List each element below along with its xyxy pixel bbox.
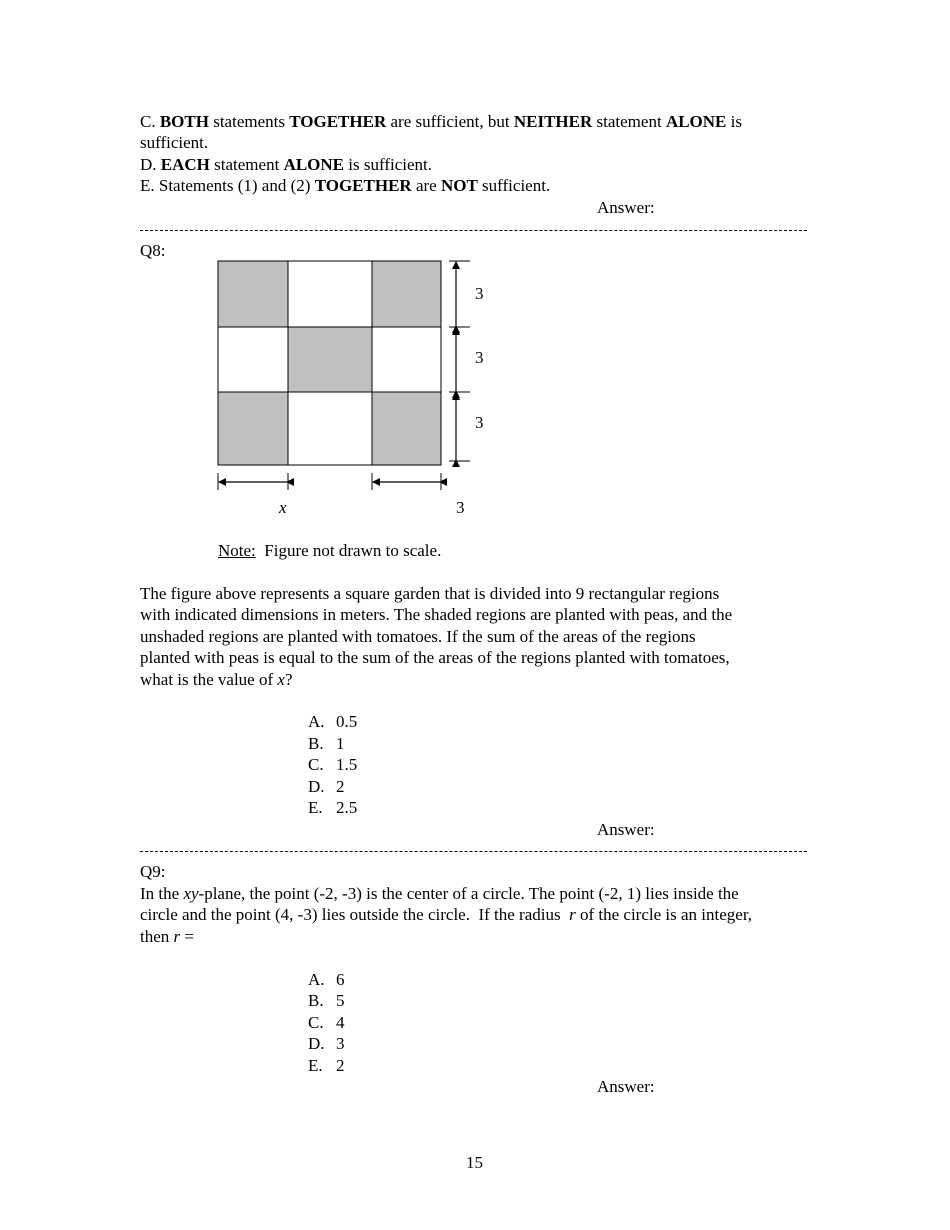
garden-cell-r3c3 xyxy=(372,392,441,465)
option-d: D. EACH statement ALONE is sufficient. xyxy=(140,155,433,174)
q8-number: Q8: xyxy=(140,241,166,260)
garden-cell-r3c2 xyxy=(288,392,372,465)
q8-text-line5: what is the value of x? xyxy=(140,670,293,689)
right-col-width-label: 3 xyxy=(456,498,465,517)
divider xyxy=(140,851,807,852)
row2-label: 3 xyxy=(475,348,484,367)
garden-cell-r3c1 xyxy=(218,392,288,465)
row3-label: 3 xyxy=(475,413,484,432)
vertical-dimension-ticks xyxy=(449,261,470,461)
q9-choice-c: C. 4 xyxy=(308,1013,345,1032)
option-c-line1: C. BOTH statements TOGETHER are sufficient, but NEITHER statement ALONE is xyxy=(140,112,742,131)
q8-text-line4: planted with peas is equal to the sum of the areas of the regions planted with tomatoes, xyxy=(140,648,730,667)
q9-choice-b: B. 5 xyxy=(308,991,345,1010)
q9-choice-a: A. 6 xyxy=(308,970,345,989)
garden-cell-r1c3 xyxy=(372,261,441,327)
q8-choice-e: E. 2.5 xyxy=(308,798,358,817)
q9-choice-d: D. 3 xyxy=(308,1034,345,1053)
row1-label: 3 xyxy=(475,284,484,303)
q8-choice-d: D. 2 xyxy=(308,777,345,796)
answer-label-q9: Answer: xyxy=(597,1077,655,1096)
q9-text-line1: In the xy-plane, the point (-2, -3) is the center of a circle. The point (-2, 1) lies inside the xyxy=(140,884,739,903)
page-number: 15 xyxy=(466,1153,483,1172)
divider xyxy=(140,230,807,231)
option-c-line2: sufficient. xyxy=(140,133,209,152)
garden-cell-r2c2 xyxy=(288,327,372,392)
q8-text-line1: The figure above represents a square garden that is divided into 9 rectangular regions xyxy=(140,584,720,603)
garden-cell-r1c1 xyxy=(218,261,288,327)
q8-choice-b: B. 1 xyxy=(308,734,345,753)
x-label: x xyxy=(279,498,287,517)
q9-text-line3: then r = xyxy=(140,927,194,946)
q9-choice-e: E. 2 xyxy=(308,1056,345,1075)
q8-choice-c: C. 1.5 xyxy=(308,755,358,774)
answer-label-q8: Answer: xyxy=(597,820,655,839)
figure-note: Note: Figure not drawn to scale. xyxy=(218,541,442,560)
garden-cell-r2c3 xyxy=(372,327,441,392)
q8-figure xyxy=(200,250,500,525)
q8-text-line2: with indicated dimensions in meters. The shaded regions are planted with peas, and the xyxy=(140,605,733,624)
q8-text-line3: unshaded regions are planted with tomatoes. If the sum of the areas of the regions xyxy=(140,627,696,646)
answer-label-q7: Answer: xyxy=(597,198,655,217)
q9-text-line2: circle and the point (4, -3) lies outside the circle. If the radius r of the circle is an integer, xyxy=(140,905,753,924)
q8-choice-a: A. 0.5 xyxy=(308,712,358,731)
garden-cell-r2c1 xyxy=(218,327,288,392)
garden-cell-r1c2 xyxy=(288,261,372,327)
q9-number: Q9: xyxy=(140,862,166,881)
option-e: E. Statements (1) and (2) TOGETHER are NOT sufficient. xyxy=(140,176,551,195)
